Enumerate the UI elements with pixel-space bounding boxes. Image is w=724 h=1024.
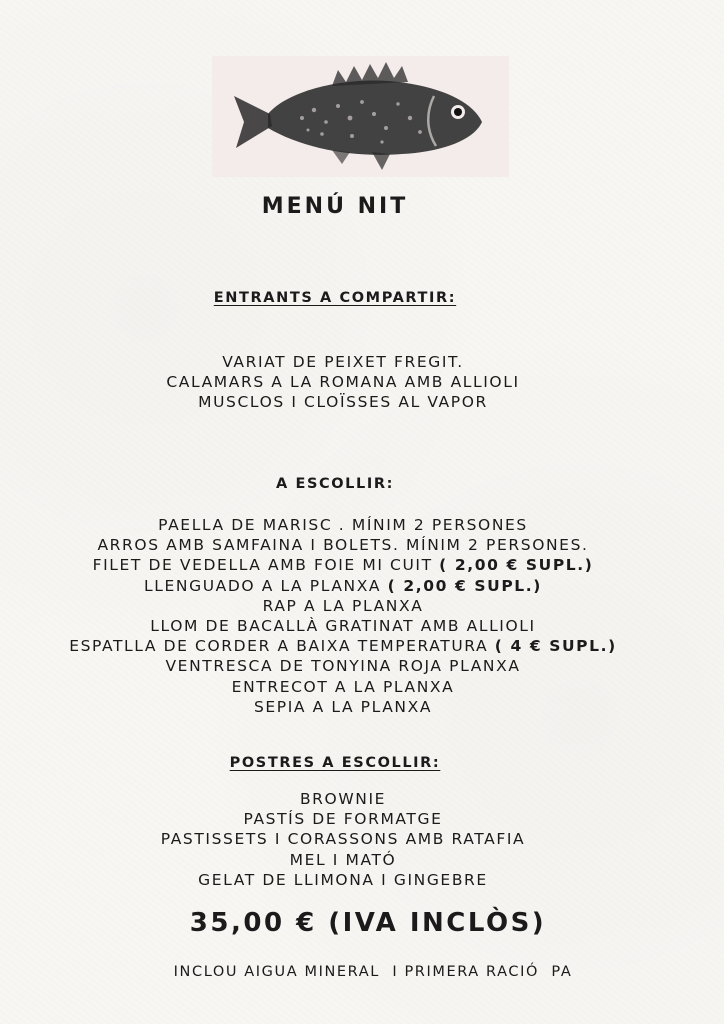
starters-heading — [0, 290, 670, 306]
list-item: PAELLA DE MARISC . MÍNIM 2 PERSONES — [158, 516, 528, 534]
list-item: RAP A LA PLANXA — [262, 596, 424, 615]
list-item: SEPIA A LA PLANXA — [253, 697, 433, 716]
list-item: ESPATLLA DE CORDER A BAIXA TEMPERATURA ( 4 € SUPL.) — [69, 637, 617, 656]
list-item: VENTRESCA DE TONYINA ROJA PLANXA — [165, 657, 521, 676]
starters-heading-text: ENTRANTS A COMPARTIR: — [213, 290, 457, 306]
list-item: PASTISSETS I CORASSONS AMB RATAFIA — [160, 830, 526, 849]
list-item: ARROS AMB SAMFAINA I BOLETS. MÍNIM 2 PERSONES. — [97, 536, 589, 555]
list-item: BROWNIE — [299, 790, 387, 808]
list-item: FILET DE VEDELLA AMB FOIE MI CUIT ( 2,00 € SUPL.) — [92, 556, 594, 575]
list-item: LLOM DE BACALLÀ GRATINAT AMB ALLIOLI — [150, 617, 536, 636]
fish-print-icon — [212, 56, 509, 177]
mains-heading — [0, 476, 670, 492]
starters-list — [0, 352, 686, 413]
footer-note: INCLOU AIGUA MINERAL I PRIMERA RACIÓ PA — [173, 964, 573, 980]
list-item: GELAT DE LLIMONA I GINGEBRE — [198, 870, 488, 889]
fish-illustration — [212, 56, 509, 177]
menu-title: MENÚ NIT — [261, 194, 409, 219]
menu-price: 35,00 € (IVA INCLÒS) — [189, 908, 547, 938]
desserts-heading — [0, 755, 670, 771]
list-item: LLENGUADO A LA PLANXA ( 2,00 € SUPL.) — [144, 576, 542, 595]
supplement-label: ( 4 € SUPL.) — [494, 637, 617, 656]
mains-list — [0, 515, 686, 717]
list-item: MUSCLOS I CLOÏSSES AL VAPOR — [198, 393, 488, 412]
list-item: PASTÍS DE FORMATGE — [243, 810, 443, 829]
list-item: VARIAT DE PEIXET FREGIT. — [222, 353, 464, 371]
list-item: ENTRECOT A LA PLANXA — [231, 677, 455, 696]
supplement-label: ( 2,00 € SUPL.) — [387, 576, 542, 595]
supplement-label: ( 2,00 € SUPL.) — [439, 556, 594, 575]
mains-heading-text: A ESCOLLIR: — [275, 476, 395, 492]
list-item: CALAMARS A LA ROMANA AMB ALLIOLI — [166, 373, 520, 392]
list-item: MEL I MATÓ — [289, 850, 397, 869]
desserts-heading-text: POSTRES A ESCOLLIR: — [229, 755, 441, 771]
desserts-list — [0, 789, 686, 890]
